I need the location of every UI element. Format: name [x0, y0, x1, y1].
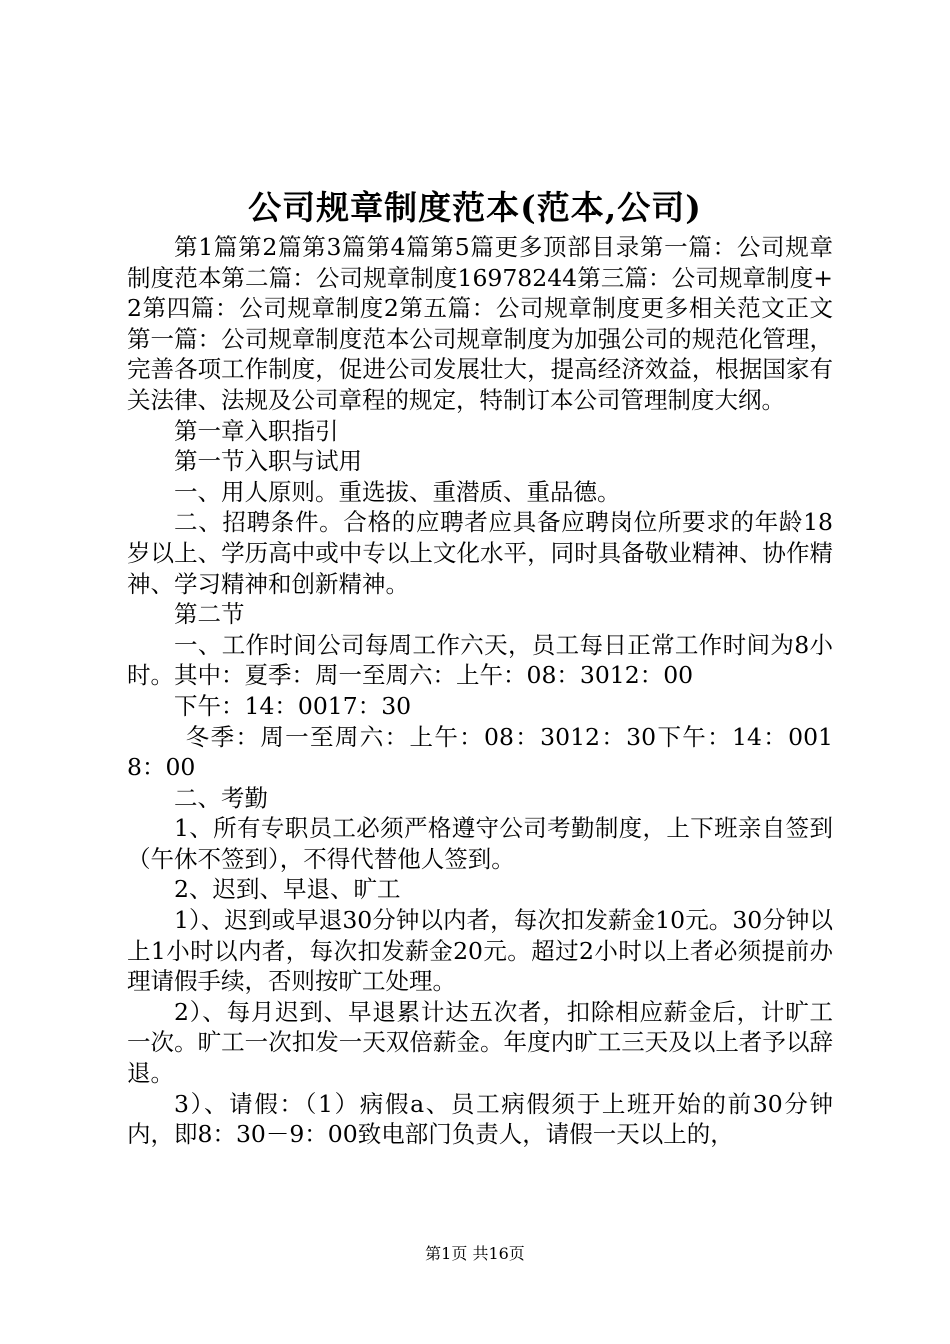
document-title: 公司规章制度范本(范本,公司) [248, 188, 702, 227]
paragraph-working-hours: 一、工作时间公司每周工作六天，员工每日正常工作时间为8小时。其中：夏季：周一至周六：上午：08：3012：00 [127, 630, 833, 690]
document-body [127, 232, 833, 1150]
paragraph-chapter-heading: 第一章入职指引 [174, 416, 339, 445]
page-footer: 第1页 共16页 [425, 1244, 525, 1263]
paragraph-absence-penalty: 2）、每月迟到、早退累计达五次者，扣除相应薪金后，计旷工一次。旷工一次扣发一天双倍薪金。年度内旷工三天及以上者予以辞退。 [127, 997, 833, 1088]
paragraph-late-penalty: 1）、迟到或早退30分钟以内者，每次扣发薪金10元。30分钟以上1小时以内者，每次扣发薪金20元。超过2小时以上者必须提前办理请假手续，否则按旷工处理。 [127, 906, 833, 996]
paragraph-winter-hours: 冬季：周一至周六：上午：08：3012：30下午：14：0018：00 [127, 722, 833, 782]
paragraph-section-heading: 第一节入职与试用 [174, 447, 362, 476]
paragraph-hiring-conditions: 二、招聘条件。合格的应聘者应具备应聘岗位所要求的年龄18岁以上、学历高中或中专以上文化水平，同时具备敬业精神、协作精神、学习精神和创新精神。 [127, 508, 833, 598]
paragraph-attendance-heading: 二、考勤 [174, 783, 268, 812]
paragraph-hiring-principle: 一、用人原则。重选拔、重潜质、重品德。 [174, 477, 621, 506]
paragraph-section-two-heading: 第二节 [174, 600, 245, 629]
paragraph-summer-afternoon: 下午：14：0017：30 [174, 691, 412, 720]
paragraph-leave-request: 3）、请假：（1）病假a、员工病假须于上班开始的前30分钟内，即8：30－9：00致电部门负责人，请假一天以上的， [127, 1089, 833, 1149]
paragraph-intro: 第1篇第2篇第3篇第4篇第5篇更多顶部目录第一篇：公司规章制度范本第二篇：公司规章制度16978244第三篇：公司规章制度+2第四篇：公司规章制度2第五篇：公司规章制度更多相关范文正文第一篇：公司规章制度范本公司规章制度为加强公司的规范化管理，完善各项工作制度，促进公司发展壮大，提高经济效益，根据国家有关法律、法规及公司章程的规定，特制订本公司管理制度大纲。 [127, 233, 833, 414]
paragraph-attendance-rule-1: 1、所有专职员工必须严格遵守公司考勤制度，上下班亲自签到（午休不签到），不得代替他人签到。 [127, 814, 833, 873]
paragraph-attendance-rule-2: 2、迟到、早退、旷工 [174, 875, 401, 904]
